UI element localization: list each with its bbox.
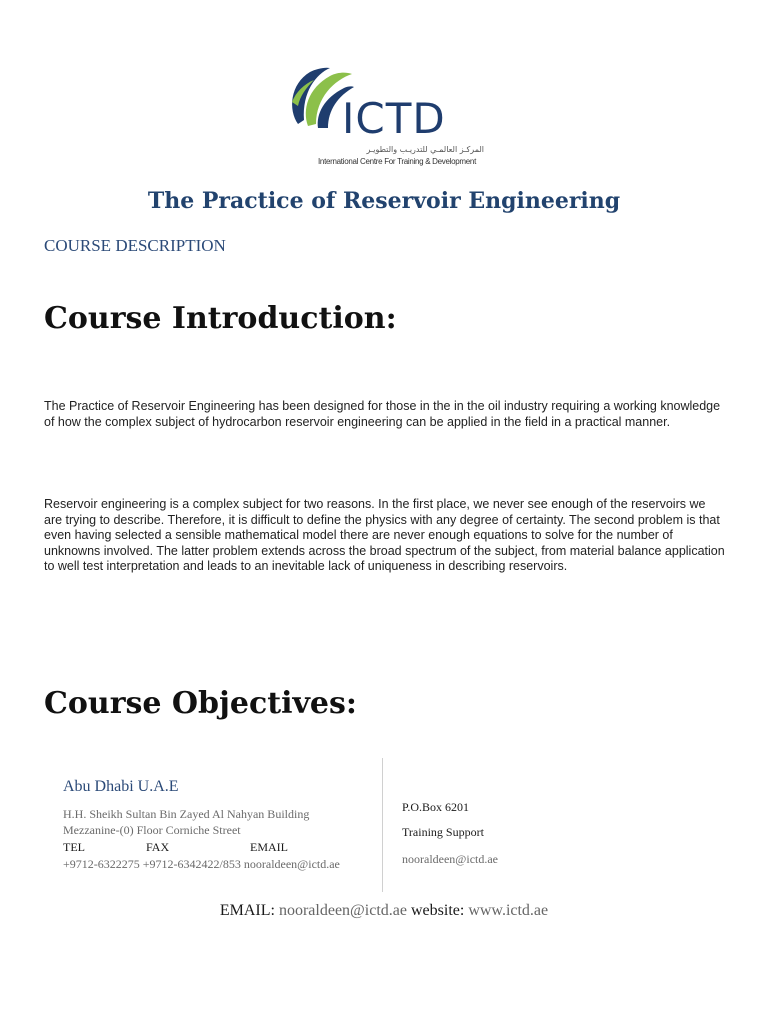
ictd-logo (286, 62, 486, 172)
contact-numbers-row (63, 856, 340, 872)
vertical-divider (382, 758, 383, 892)
intro-paragraph-2: Reservoir engineering is a complex subject for two reasons. In the first place, we never see enough of the reservoirs we are trying to describe. Therefore, it is difficult to define the physics with any degree of certainty. The second problem is that even having selected a sensible mathematical model there are never enough equations to solve for the number of unknowns involved. The latter problem extends across the broad spectrum of the subject, from material balance application to well test interpretation and leads to an inevitable lack of uniqueness in describing reservoirs. (44, 497, 725, 573)
po-box: P.O.Box 6201 (402, 800, 470, 814)
footer-email-link[interactable]: nooraldeen@ictd.ae (278, 902, 407, 919)
footer-email-label: EMAIL: (219, 902, 275, 919)
section-label: COURSE DESCRIPTION (44, 236, 226, 255)
footer-contact (0, 902, 768, 920)
fax-value: +9712-6342422/853 (142, 857, 241, 871)
support-email[interactable]: nooraldeen@ictd.ae (402, 852, 499, 866)
intro-paragraph-1: The Practice of Reservoir Engineering has been designed for those in the in the oil industry requiring a working knowledge of how the complex subject of hydrocarbon reservoir engineering can be applied in the field in a practical manner. (44, 399, 721, 429)
objectives-heading: Course Objectives: (44, 686, 357, 721)
contact-city: Abu Dhabi U.A.E (63, 778, 179, 795)
tel-value: +9712-6322275 (63, 857, 140, 871)
fax-label: FAX (146, 840, 170, 854)
footer-website-link[interactable]: www.ictd.ae (468, 902, 549, 919)
tel-label: TEL (63, 840, 85, 854)
contact-floor: Mezzanine-(0) Floor Corniche Street (63, 823, 241, 837)
email-value[interactable]: nooraldeen@ictd.ae (243, 857, 340, 871)
intro-heading: Course Introduction: (44, 301, 397, 336)
support-label: Training Support (402, 825, 484, 839)
email-label: EMAIL (250, 840, 288, 854)
page-title: The Practice of Reservoir Engineering (147, 188, 621, 214)
contact-building: H.H. Sheikh Sultan Bin Zayed Al Nahyan Building (63, 807, 310, 821)
footer-website-label: website: (410, 902, 465, 919)
logo-arabic-text: المركـز العالمـي للتدريـب والتطويـر (366, 145, 484, 154)
logo-english-text: International Centre For Training & Development (318, 157, 476, 166)
logo-wordmark: ICTD (342, 94, 446, 143)
